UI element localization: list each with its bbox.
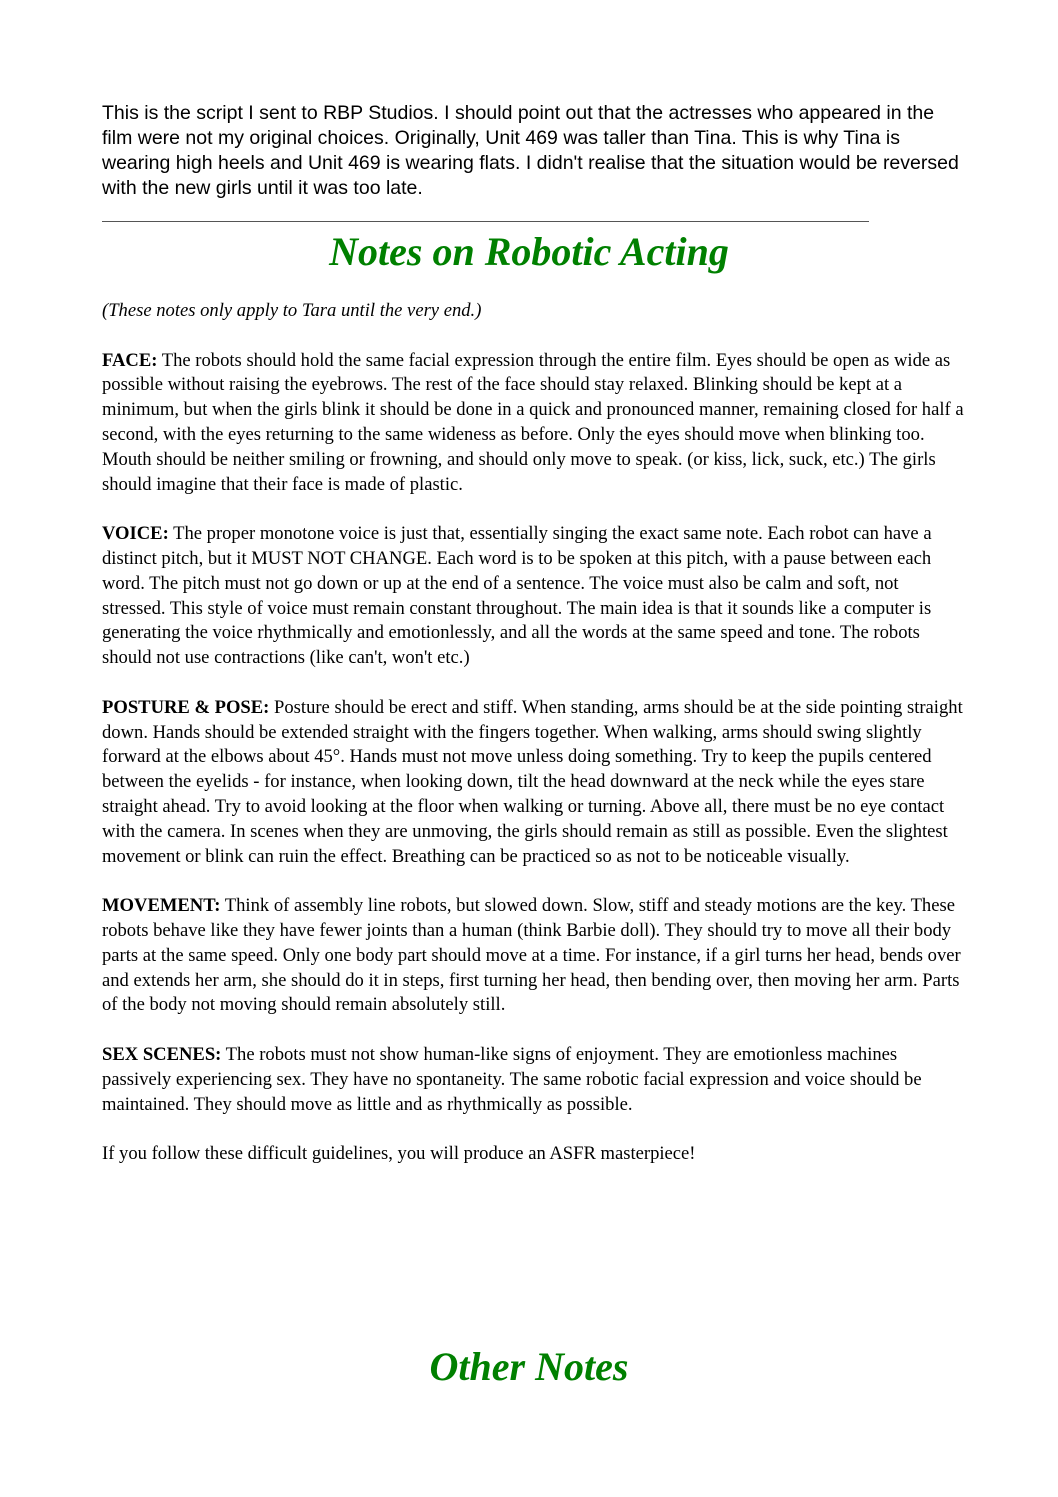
note-sex-scenes-text: The robots must not show human-like signs of enjoyment. They are emotionless machines passively experiencing sex. They have no spontaneity. The same robotic facial expression and voice should be maintained. They should move as little and as rhythmically as possible. bbox=[102, 1043, 922, 1115]
intro-paragraph: This is the script I sent to RBP Studios. I should point out that the actresses who appeared in the film were not my original choices. Originally, Unit 469 was taller than Tina. This is why Tina is wearing high heels and Unit 469 is wearing flats. I didn't realise that the situation would be reversed with the new girls until it was too late. bbox=[102, 102, 959, 199]
horizontal-rule bbox=[102, 221, 869, 222]
note-movement-text: Think of assembly line robots, but slowed down. Slow, stiff and steady motions are the key. These robots behave like they have fewer joints than a human (think Barbie doll). They should try to move all their body parts at the same speed. Only one body part should move at a time. For instance, if a girl turns her head, bends over and extends her arm, she should do it in steps, first turning her head, then bending over, then moving her arm. Parts of the body not moving should remain absolutely still. bbox=[102, 895, 961, 1016]
note-voice-label: VOICE: bbox=[102, 523, 169, 545]
note-posture bbox=[102, 696, 964, 870]
note-sex-scenes-label: SEX SCENES: bbox=[102, 1043, 222, 1065]
note-posture-text: Posture should be erect and stiff. When standing, arms should be at the side pointing straight down. Hands should be extended straight with the fingers together. When walking, arms should swing slightly forward at the elbows about 45°. Hands must not move unless doing something. Try to keep the pupils centered between the eyelids - for instance, when looking down, tilt the head downward at the neck while the eyes stare straight ahead. Try to avoid looking at the floor when walking or turning. Above all, there must be no eye contact with the camera. In scenes when they are unmoving, the girls should remain as still as possible. Even the slightest movement or blink can ruin the effect. Breathing can be practiced so as not to be noticeable visually. bbox=[102, 696, 963, 867]
note-movement-label: MOVEMENT: bbox=[102, 895, 221, 917]
note-face-text: The robots should hold the same facial expression through the entire film. Eyes should be open as wide as possible without raising the eyebrows. The rest of the face should stay relaxed. Blinking should be kept at a minimum, but when the girls blink it should be done in a quick and pronounced manner, remaining closed for half a second, with the eyes returning to the same wideness as before. Only the eyes should move when blinking too. Mouth should be neither smiling or frowning, and should only move to speak. (or kiss, lick, suck, etc.) The girls should imagine that their face is made of plastic. bbox=[102, 349, 964, 495]
robotic-acting-notes bbox=[102, 299, 964, 1192]
closing-line: If you follow these difficult guidelines, you will produce an ASFR masterpiece! bbox=[102, 1143, 696, 1165]
note-voice bbox=[102, 522, 964, 671]
notes-subtitle: (These notes only apply to Tara until the very end.) bbox=[102, 300, 482, 321]
note-face-label: FACE: bbox=[102, 349, 158, 371]
heading-notes-on-robotic-acting: Notes on Robotic Acting bbox=[329, 229, 729, 274]
note-face bbox=[102, 349, 964, 498]
heading-other-notes: Other Notes bbox=[429, 1344, 629, 1389]
note-voice-text: The proper monotone voice is just that, essentially singing the exact same note. Each robot can have a distinct pitch, but it MUST NOT CHANGE. Each word is to be spoken at this pitch, with a pause between each word. The pitch must not go down or up at the end of a sentence. The voice must also be calm and soft, not stressed. This style of voice must remain constant throughout. The main idea is that it sounds like a computer is generating the voice rhythmically and emotionlessly, and all the words at the same speed and tone. The robots should not use contractions (like can't, won't etc.) bbox=[102, 523, 932, 669]
note-posture-label: POSTURE & POSE: bbox=[102, 696, 270, 718]
note-sex-scenes bbox=[102, 1043, 964, 1117]
note-movement bbox=[102, 894, 964, 1018]
